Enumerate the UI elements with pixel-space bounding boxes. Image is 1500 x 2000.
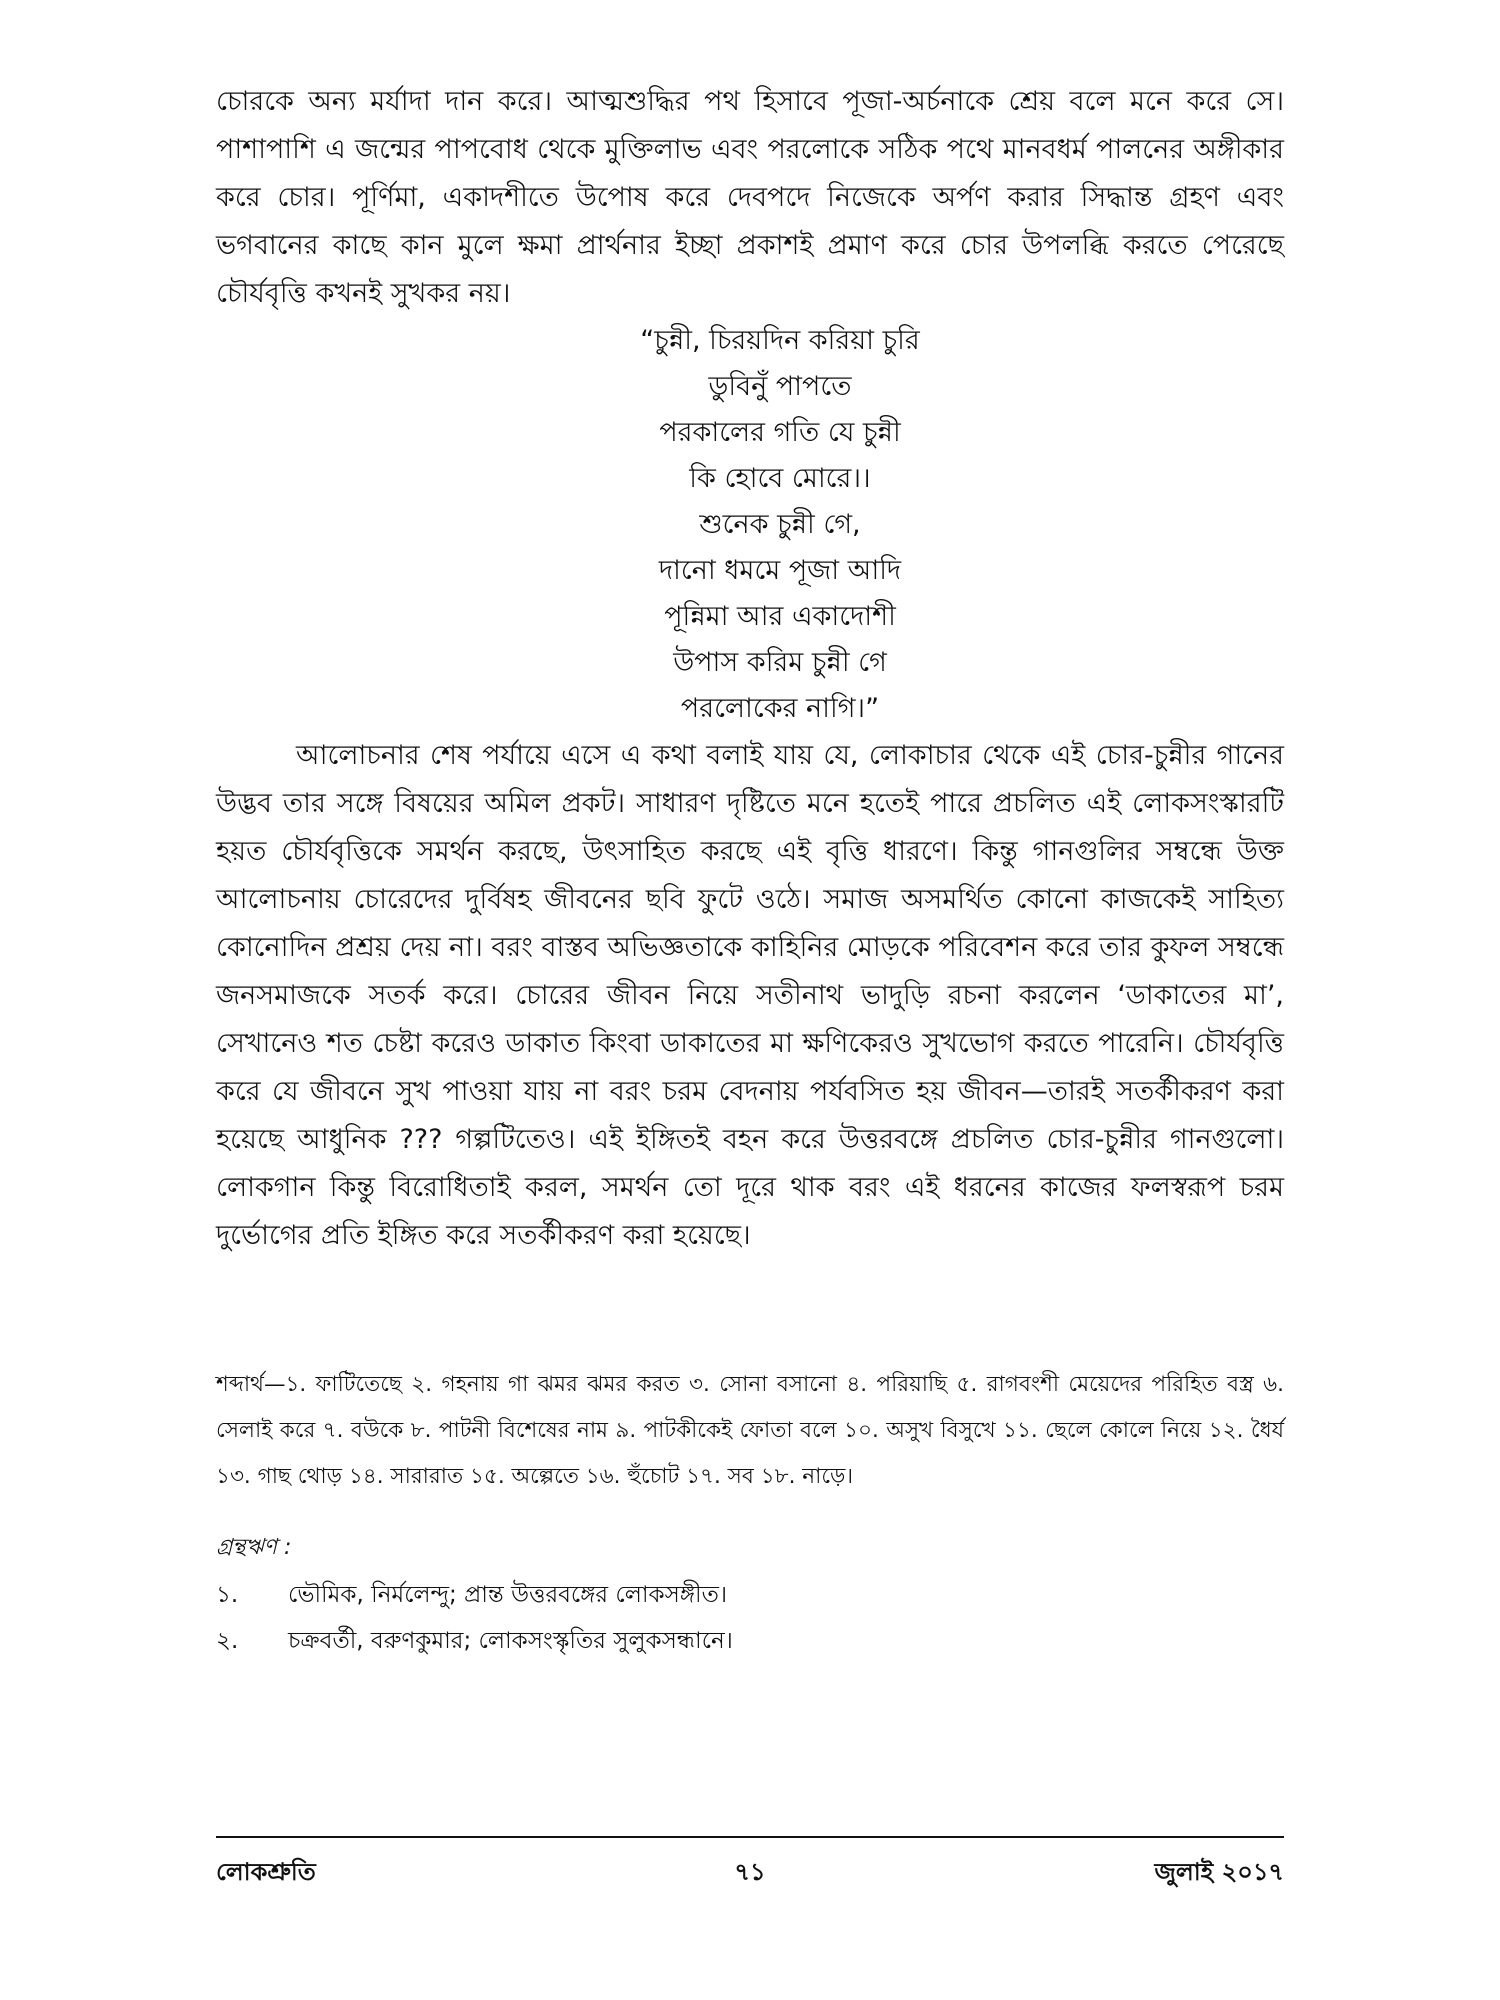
reference-number: ১.	[216, 1582, 239, 1608]
poem-line: পূন্নিমা আর একাদোশী	[664, 601, 896, 632]
reference-text: চক্রবর্তী, বরুণকুমার; লোকসংস্কৃতির সুলুকসন্ধানে।	[288, 1628, 733, 1654]
poem-line: কি হোবে মোরে।।	[689, 463, 871, 494]
page-footer	[216, 1854, 1284, 1894]
footer-divider	[216, 1836, 1284, 1838]
reference-number: ২.	[216, 1628, 239, 1654]
page-body	[216, 78, 1284, 1260]
poem-line: উপাস করিম চুন্নী গে	[673, 647, 887, 678]
poem-block	[216, 318, 1284, 732]
paragraph-2: আলোচনার শেষ পর্যায়ে এসে এ কথা বলাই যায় যে, লোকাচার থেকে এই চোর-চুন্নীর গানের উদ্ভব তার সঙ্গে বিষয়ের অমিল প্রকট। সাধারণ দৃষ্টিতে মনে হতেই পারে প্রচলিত এই লোকসংস্কারটি হয়ত চৌর্যবৃত্তিকে সমর্থন করছে, উৎসাহিত করছে এই বৃত্তি ধারণে। কিন্তু গানগুলির সম্বন্ধে উক্ত আলোচনায় চোরেদের দুর্বিষহ জীবনের ছবি ফুটে ওঠে। সমাজ অসমর্থিত কোনো কাজকেই সাহিত্য কোনোদিন প্রশ্রয় দেয় না। বরং বাস্তব অভিজ্ঞতাকে কাহিনির মোড়কে পরিবেশন করে তার কুফল সম্বন্ধে জনসমাজকে সতর্ক করে। চোরের জীবন নিয়ে সতীনাথ ভাদুড়ি রচনা করলেন ‘ডাকাতের মা’, সেখানেও শত চেষ্টা করেও ডাকাত কিংবা ডাকাতের মা ক্ষণিকেরও সুখভোগ করতে পারেনি। চৌর্যবৃত্তি করে যে জীবনে সুখ পাওয়া যায় না বরং চরম বেদনায় পর্যবসিত হয় জীবন—তারই সতর্কীকরণ করা হয়েছে আধুনিক ??? গল্পটিতেও। এই ইঙ্গিতই বহন করে উত্তরবঙ্গে প্রচলিত চোর-চুন্নীর গানগুলো। লোকগান কিন্তু বিরোধিতাই করল, সমর্থন তো দূরে থাক বরং এই ধরনের কাজের ফলস্বরূপ চরম দুর্ভোগের প্রতি ইঙ্গিত করে সতর্কীকরণ করা হয়েছে।	[216, 740, 1284, 1251]
reference-item	[216, 1572, 1284, 1618]
reference-item	[216, 1618, 1284, 1664]
poem-line: ডুবিনুঁ পাপতে	[708, 371, 852, 402]
references-list	[216, 1572, 1284, 1664]
paragraph-1: চোরকে অন্য মর্যাদা দান করে। আত্মশুদ্ধির পথ হিসাবে পূজা-অর্চনাকে শ্রেয় বলে মনে করে সে। পাশাপাশি এ জন্মের পাপবোধ থেকে মুক্তিলাভ এবং পরলোকে সঠিক পথে মানবধর্ম পালনের অঙ্গীকার করে চোর। পূর্ণিমা, একাদশীতে উপোষ করে দেবপদে নিজেকে অর্পণ করার সিদ্ধান্ত গ্রহণ এবং ভগবানের কাছে কান মুলে ক্ষমা প্রার্থনার ইচ্ছা প্রকাশই প্রমাণ করে চোর উপলব্ধি করতে পেরেছে চৌর্যবৃত্তি কখনই সুখকর নয়।	[216, 86, 1284, 309]
poem-line: দানো ধমমে পূজা আদি	[658, 555, 902, 586]
poem-line: পরলোকের নাগি।”	[680, 693, 880, 724]
page-number: ৭১	[734, 1858, 766, 1886]
poem-line: “চুন্নী, চিরয়দিন করিয়া চুরি	[640, 325, 920, 356]
poem-line: শুনেক চুন্নী গে,	[699, 509, 861, 540]
poem-line: পরকালের গতি যে চুন্নী	[659, 417, 901, 448]
journal-name: লোকশ্রুতি	[216, 1858, 316, 1886]
glossary: শব্দার্থ—১. ফাটিতেছে ২. গহনায় গা ঝমর ঝমর করত ৩. সোনা বসানো ৪. পরিয়াছি ৫. রাগবংশী মেয়েদের পরিহিত বস্ত্র ৬. সেলাই করে ৭. বউকে ৮. পাটনী বিশেষের নাম ৯. পাটকীকেই ফোতা বলে ১০. অসুখ বিসুখে ১১. ছেলে কোলে নিয়ে ১২. ধৈর্য ১৩. গাছ থোড় ১৪. সারারাত ১৫. অল্পেতে ১৬. হুঁচোট ১৭. সব ১৮. নাড়ে।	[216, 1372, 1284, 1489]
references-title: গ্রন্থঋণ :	[216, 1535, 292, 1560]
issue-date: জুলাই ২০১৭	[1154, 1858, 1284, 1886]
reference-text: ভৌমিক, নির্মলেন্দু; প্রান্ত উত্তরবঙ্গের লোকসঙ্গীত।	[288, 1582, 728, 1608]
